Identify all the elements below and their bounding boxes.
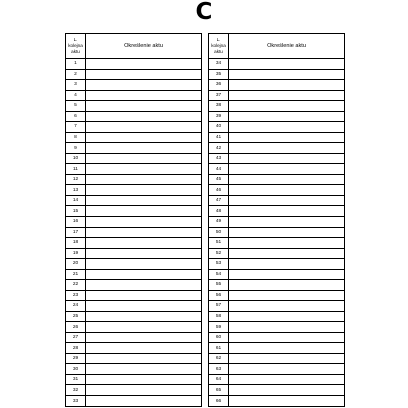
table-row	[209, 301, 345, 312]
entry-number: 55	[209, 280, 229, 291]
table-row	[209, 122, 345, 133]
table-row	[66, 396, 202, 407]
entry-description-cell[interactable]	[229, 216, 345, 227]
table-row	[66, 195, 202, 206]
entry-description-cell[interactable]	[86, 80, 202, 91]
entry-description-cell[interactable]	[229, 238, 345, 249]
entry-description-cell[interactable]	[86, 174, 202, 185]
table-row	[66, 206, 202, 217]
entry-description-cell[interactable]	[86, 364, 202, 375]
table-row	[66, 343, 202, 354]
entry-description-cell[interactable]	[229, 385, 345, 396]
table-row	[209, 80, 345, 91]
table-row	[209, 101, 345, 112]
entry-number: 26	[66, 322, 86, 333]
table-row	[209, 385, 345, 396]
table-row	[66, 59, 202, 70]
entry-description-cell[interactable]	[229, 80, 345, 91]
table-row	[209, 185, 345, 196]
table-row	[209, 353, 345, 364]
entry-description-cell[interactable]	[229, 227, 345, 238]
table-row	[209, 332, 345, 343]
entry-description-cell[interactable]	[229, 353, 345, 364]
entry-description-cell[interactable]	[229, 132, 345, 143]
register-sheet	[65, 33, 343, 407]
entry-number: 14	[66, 195, 86, 206]
table-row	[66, 385, 202, 396]
entry-number: 1	[66, 59, 86, 70]
table-row	[66, 174, 202, 185]
table-row	[66, 69, 202, 80]
entry-number: 5	[66, 101, 86, 112]
entry-number: 46	[209, 185, 229, 196]
entry-description-cell[interactable]	[86, 185, 202, 196]
entry-description-cell[interactable]	[229, 59, 345, 70]
table-row	[209, 59, 345, 70]
table-row	[209, 396, 345, 407]
table-row	[209, 269, 345, 280]
entry-number: 37	[209, 90, 229, 101]
entry-description-cell[interactable]	[86, 122, 202, 133]
entry-description-cell[interactable]	[229, 111, 345, 122]
header-number-line: L.	[216, 37, 221, 42]
entry-number: 58	[209, 311, 229, 322]
entry-description-cell[interactable]	[229, 174, 345, 185]
entry-number: 53	[209, 259, 229, 270]
entry-number: 24	[66, 301, 86, 312]
entry-number: 60	[209, 332, 229, 343]
table-row	[66, 301, 202, 312]
entry-description-cell[interactable]	[86, 153, 202, 164]
entry-description-cell[interactable]	[229, 301, 345, 312]
table-row	[66, 290, 202, 301]
entry-description-cell[interactable]	[229, 90, 345, 101]
entry-number: 65	[209, 385, 229, 396]
entry-description-cell[interactable]	[86, 238, 202, 249]
entry-description-cell[interactable]	[229, 396, 345, 407]
table-row	[66, 185, 202, 196]
entry-number: 49	[209, 216, 229, 227]
entry-number: 44	[209, 164, 229, 175]
entry-description-cell[interactable]	[86, 195, 202, 206]
table-row	[209, 280, 345, 291]
header-number-column	[209, 34, 229, 59]
table-row	[209, 206, 345, 217]
table-row	[66, 364, 202, 375]
table-header-row	[66, 34, 202, 59]
entry-description-cell[interactable]	[229, 248, 345, 259]
entry-number: 43	[209, 153, 229, 164]
entry-number: 57	[209, 301, 229, 312]
entry-number: 36	[209, 80, 229, 91]
entry-description-cell[interactable]	[86, 216, 202, 227]
entry-description-cell[interactable]	[229, 269, 345, 280]
table-row	[209, 143, 345, 154]
entry-description-cell[interactable]	[229, 374, 345, 385]
table-row	[66, 353, 202, 364]
header-number-line: kolejna	[68, 43, 83, 48]
entry-description-cell[interactable]	[86, 259, 202, 270]
entry-number: 6	[66, 111, 86, 122]
table-row	[66, 122, 202, 133]
entry-number: 66	[209, 396, 229, 407]
table-row	[209, 164, 345, 175]
table-row	[66, 374, 202, 385]
entry-number: 16	[66, 216, 86, 227]
entry-number: 9	[66, 143, 86, 154]
table-row	[209, 311, 345, 322]
entry-number: 64	[209, 374, 229, 385]
table-row	[209, 259, 345, 270]
table-row	[66, 269, 202, 280]
entry-description-cell[interactable]	[86, 69, 202, 80]
header-number-line: aktu	[71, 49, 80, 54]
entry-description-cell[interactable]	[86, 143, 202, 154]
entry-number: 12	[66, 174, 86, 185]
entry-description-cell[interactable]	[229, 164, 345, 175]
entry-number: 7	[66, 122, 86, 133]
entry-number: 19	[66, 248, 86, 259]
entry-number: 18	[66, 238, 86, 249]
entry-description-cell[interactable]	[229, 343, 345, 354]
register-table-left	[65, 33, 202, 407]
entry-description-cell[interactable]	[229, 332, 345, 343]
table-row	[66, 80, 202, 91]
entry-description-cell[interactable]	[86, 396, 202, 407]
entry-description-cell[interactable]	[229, 311, 345, 322]
header-description-column: Określenie aktu	[86, 34, 202, 59]
entry-description-cell[interactable]	[229, 185, 345, 196]
entry-description-cell[interactable]	[86, 59, 202, 70]
entry-description-cell[interactable]	[86, 206, 202, 217]
entry-number: 21	[66, 269, 86, 280]
register-table-right	[208, 33, 345, 407]
entry-number: 32	[66, 385, 86, 396]
entry-number: 47	[209, 195, 229, 206]
table-row	[209, 132, 345, 143]
table-row	[66, 248, 202, 259]
table-row	[209, 227, 345, 238]
table-row	[66, 238, 202, 249]
entry-description-cell[interactable]	[86, 322, 202, 333]
entry-number: 41	[209, 132, 229, 143]
entry-description-cell[interactable]	[86, 332, 202, 343]
entry-number: 61	[209, 343, 229, 354]
entry-description-cell[interactable]	[229, 153, 345, 164]
entry-description-cell[interactable]	[86, 343, 202, 354]
entry-description-cell[interactable]	[229, 364, 345, 375]
entry-number: 15	[66, 206, 86, 217]
entry-number: 54	[209, 269, 229, 280]
header-number-line: aktu	[214, 49, 223, 54]
entry-description-cell[interactable]	[229, 69, 345, 80]
entry-description-cell[interactable]	[86, 227, 202, 238]
entry-number: 51	[209, 238, 229, 249]
entry-number: 28	[66, 343, 86, 354]
table-row	[209, 248, 345, 259]
entry-description-cell[interactable]	[86, 164, 202, 175]
header-number-column	[66, 34, 86, 59]
entry-description-cell[interactable]	[86, 111, 202, 122]
entry-description-cell[interactable]	[229, 122, 345, 133]
entry-description-cell[interactable]	[229, 143, 345, 154]
entry-number: 3	[66, 80, 86, 91]
entry-number: 50	[209, 227, 229, 238]
entry-description-cell[interactable]	[229, 322, 345, 333]
table-row	[209, 195, 345, 206]
entry-description-cell[interactable]	[86, 90, 202, 101]
table-row	[209, 153, 345, 164]
entry-number: 34	[209, 59, 229, 70]
entry-description-cell[interactable]	[86, 290, 202, 301]
table-header-row	[209, 34, 345, 59]
table-row	[66, 164, 202, 175]
entry-number: 63	[209, 364, 229, 375]
entry-number: 4	[66, 90, 86, 101]
entry-number: 11	[66, 164, 86, 175]
table-row	[209, 174, 345, 185]
entry-description-cell[interactable]	[86, 374, 202, 385]
entry-description-cell[interactable]	[86, 301, 202, 312]
entry-number: 33	[66, 396, 86, 407]
table-row	[209, 69, 345, 80]
entry-number: 22	[66, 280, 86, 291]
entry-description-cell[interactable]	[86, 269, 202, 280]
entry-number: 13	[66, 185, 86, 196]
header-number-line: L.	[73, 37, 78, 42]
entry-description-cell[interactable]	[229, 290, 345, 301]
entry-number: 8	[66, 132, 86, 143]
entry-description-cell[interactable]	[86, 311, 202, 322]
entry-description-cell[interactable]	[86, 248, 202, 259]
table-row	[66, 143, 202, 154]
entry-number: 59	[209, 322, 229, 333]
header-number-line: kolejna	[211, 43, 226, 48]
entry-number: 29	[66, 353, 86, 364]
entry-description-cell[interactable]	[86, 385, 202, 396]
entry-description-cell[interactable]	[86, 353, 202, 364]
entry-number: 30	[66, 364, 86, 375]
entry-number: 38	[209, 101, 229, 112]
entry-description-cell[interactable]	[229, 280, 345, 291]
entry-number: 25	[66, 311, 86, 322]
entry-number: 40	[209, 122, 229, 133]
entry-number: 10	[66, 153, 86, 164]
table-row	[66, 311, 202, 322]
table-row	[209, 322, 345, 333]
table-row	[66, 132, 202, 143]
entry-number: 35	[209, 69, 229, 80]
table-row	[66, 90, 202, 101]
entry-number: 23	[66, 290, 86, 301]
entry-number: 20	[66, 259, 86, 270]
table-row	[209, 111, 345, 122]
sheet-letter: C	[195, 0, 213, 25]
table-row	[66, 153, 202, 164]
entry-description-cell[interactable]	[229, 206, 345, 217]
table-row	[209, 374, 345, 385]
entry-number: 27	[66, 332, 86, 343]
entry-number: 62	[209, 353, 229, 364]
table-row	[66, 332, 202, 343]
entry-description-cell[interactable]	[229, 259, 345, 270]
entry-description-cell[interactable]	[229, 101, 345, 112]
entry-description-cell[interactable]	[229, 195, 345, 206]
entry-description-cell[interactable]	[86, 132, 202, 143]
table-row	[66, 259, 202, 270]
header-description-column: Określenie aktu	[229, 34, 345, 59]
table-row	[209, 290, 345, 301]
entry-description-cell[interactable]	[86, 280, 202, 291]
entry-number: 17	[66, 227, 86, 238]
entry-description-cell[interactable]	[86, 101, 202, 112]
table-row	[66, 216, 202, 227]
table-row	[66, 227, 202, 238]
entry-number: 39	[209, 111, 229, 122]
table-row	[209, 364, 345, 375]
table-row	[209, 90, 345, 101]
entry-number: 42	[209, 143, 229, 154]
table-row	[209, 238, 345, 249]
entry-number: 31	[66, 374, 86, 385]
table-row	[66, 322, 202, 333]
table-row	[66, 101, 202, 112]
entry-number: 48	[209, 206, 229, 217]
table-row	[66, 280, 202, 291]
entry-number: 56	[209, 290, 229, 301]
entry-number: 45	[209, 174, 229, 185]
table-row	[209, 343, 345, 354]
table-row	[209, 216, 345, 227]
entry-number: 2	[66, 69, 86, 80]
entry-number: 52	[209, 248, 229, 259]
table-row	[66, 111, 202, 122]
